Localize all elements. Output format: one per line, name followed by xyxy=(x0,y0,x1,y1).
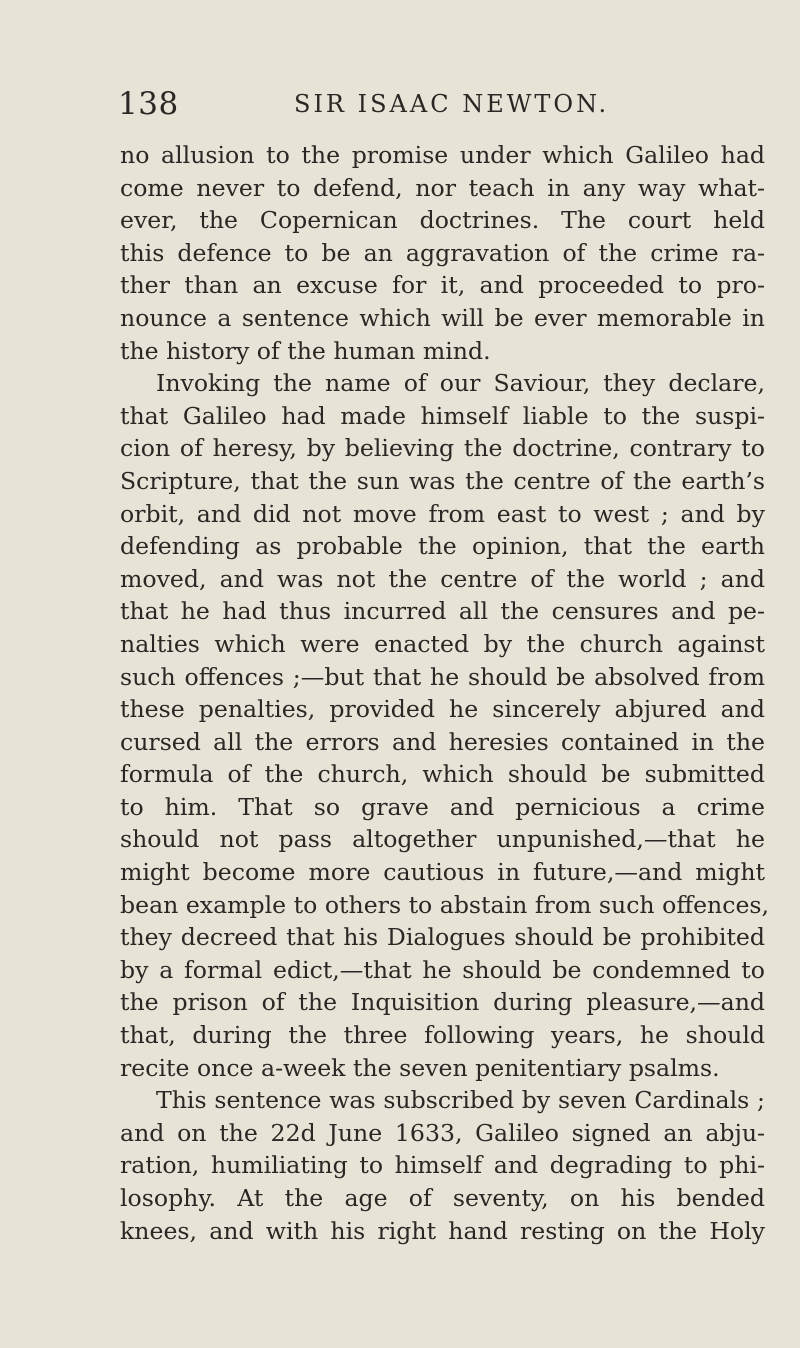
text-line: should not pass altogether unpunished,—that he xyxy=(120,825,765,854)
text-line: recite once a-week the seven penitentiary psalms. xyxy=(120,1053,720,1082)
text-line: nounce a sentence which will be ever memorable in xyxy=(120,303,765,332)
text-line: moved, and was not the centre of the world ; and xyxy=(120,564,765,593)
text-line: might become more cautious in future,—and might xyxy=(120,858,765,887)
text-line: cion of heresy, by believing the doctrine, contrary to xyxy=(120,434,765,463)
text-line: that he had thus incurred all the censures and pe- xyxy=(120,597,765,626)
text-line: losophy. At the age of seventy, on his bended xyxy=(120,1184,765,1212)
text-line: ration, humiliating to himself and degrading to phi- xyxy=(120,1151,765,1180)
text-line: orbit, and did not move from east to west ; and by xyxy=(120,499,765,528)
text-line: Scripture, that the sun was the centre of the earth’s xyxy=(120,466,765,495)
text-line: no allusion to the promise under which Galileo had xyxy=(120,141,765,169)
page-number: 138 xyxy=(118,86,179,122)
page-header xyxy=(118,86,678,126)
text-line: to him. That so grave and pernicious a crime xyxy=(120,792,765,821)
text-line: that Galileo had made himself liable to the suspi- xyxy=(120,401,765,430)
text-line: knees, and with his right hand resting on the Holy xyxy=(120,1216,765,1245)
text-line: they decreed that his Dialogues should be prohibited xyxy=(120,923,765,952)
text-line: nalties which were enacted by the church against xyxy=(120,629,765,658)
text-line: and on the 22d June 1633, Galileo signed an abju- xyxy=(120,1118,765,1147)
text-line: Invoking the name of our Saviour, they declare, xyxy=(156,369,765,398)
text-line: by a formal edict,—that he should be condemned to xyxy=(120,955,765,984)
text-line: these penalties, provided he sincerely abjured and xyxy=(120,695,765,724)
text-line: such offences ;—but that he should be absolved from xyxy=(120,662,765,691)
text-line: cursed all the errors and heresies contained in the xyxy=(120,727,765,756)
text-line: bean example to others to abstain from such offences, xyxy=(120,890,770,919)
body-text xyxy=(120,139,770,1247)
text-line: ther than an excuse for it, and proceeded to pro- xyxy=(120,271,765,300)
text-line: This sentence was subscribed by seven Cardinals ; xyxy=(156,1086,765,1115)
text-line: that, during the three following years, he should xyxy=(120,1021,765,1050)
running-head: SIR ISAAC NEWTON. xyxy=(294,90,610,118)
text-line: the prison of the Inquisition during pleasure,—and xyxy=(120,988,765,1017)
text-line: defending as probable the opinion, that the earth xyxy=(120,532,765,561)
text-line: formula of the church, which should be submitted xyxy=(120,760,765,789)
text-line: come never to defend, nor teach in any way what- xyxy=(120,173,765,202)
text-line: this defence to be an aggravation of the crime ra- xyxy=(120,238,765,267)
text-line: ever, the Copernican doctrines. The court held xyxy=(120,206,765,235)
text-line: the history of the human mind. xyxy=(120,336,491,365)
